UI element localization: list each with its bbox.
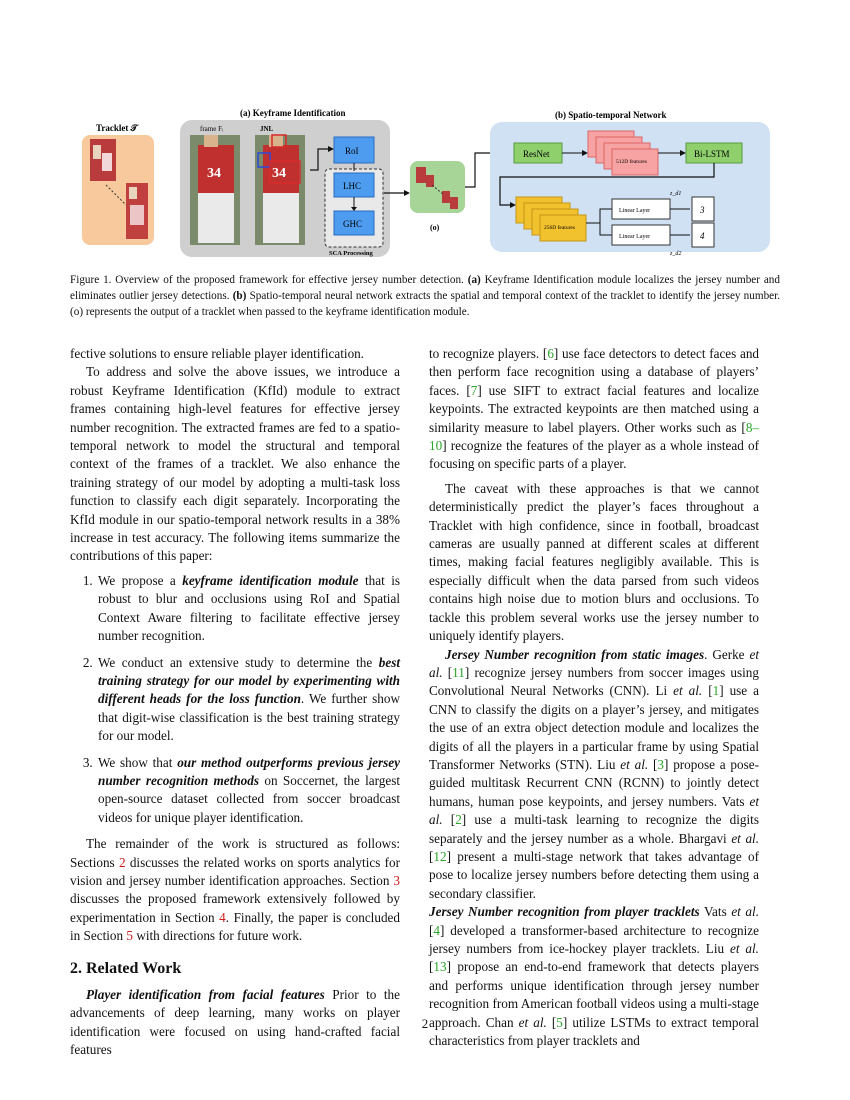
- citation-link[interactable]: 5: [556, 1014, 563, 1030]
- sca-label: SCA Processing: [329, 250, 373, 257]
- features-256-label: 256D features: [544, 225, 576, 231]
- paragraph: Player identification from facial features Prior to the advancements of deep learning, many works on player identification were focused on using hand-crafted facial features: [70, 987, 400, 1058]
- section-link[interactable]: 4: [219, 909, 226, 925]
- panel-a-title: (a) Keyframe Identification: [240, 108, 346, 118]
- z1-label: z_d1: [670, 191, 682, 197]
- contributions-list: [70, 572, 400, 827]
- features-512-label: 512D features: [616, 159, 648, 165]
- figure-caption: Figure 1. Overview of the proposed framework for effective jersey number detection. (a) Keyframe Identification module localizes the jersey number and eliminates outlier jersey detections. (b) Spatio-temporal neural network extracts the spatial and temporal context of the tracklet to identify the jersey number. (o) represents the output of a tracklet when passed to the keyframe identification module.: [70, 274, 781, 318]
- jnl-label: JNL: [260, 125, 274, 133]
- svg-text:Linear Layer: Linear Layer: [619, 234, 651, 240]
- svg-text:ResNet: ResNet: [523, 149, 550, 159]
- list-item: 1. We propose a keyframe identification module that is robust to blur and occlusions using RoI and Spatial Context Aware filtering to facilitate effective jersey number recognition.: [96, 572, 400, 646]
- citation-link[interactable]: 8–10: [429, 419, 759, 454]
- frame-label: frame Fᵢ: [200, 125, 224, 133]
- citation-link[interactable]: 7: [470, 382, 478, 398]
- svg-text:LHC: LHC: [343, 181, 361, 191]
- paragraph: fective solutions to ensure reliable player identification.: [70, 346, 365, 361]
- right-column: [429, 345, 759, 1050]
- jnl-jersey-number: 34: [272, 166, 286, 181]
- svg-text:RoI: RoI: [345, 146, 359, 156]
- section-heading: 2. Related Work: [70, 959, 182, 977]
- o-label: (o): [430, 223, 440, 232]
- citation-link[interactable]: 4: [433, 922, 440, 938]
- tracklet-label: Tracklet 𝒯: [96, 123, 138, 133]
- citation-link[interactable]: 13: [433, 959, 447, 975]
- citation-link[interactable]: 12: [433, 848, 447, 864]
- list-item: 3. We show that our method outperforms previous jersey number recognition methods on Soccernet, the largest open-source dataset collected from soccer broadcast videos for unique player identification.: [96, 754, 400, 828]
- citation-link[interactable]: 1: [712, 683, 720, 699]
- citation-link[interactable]: 11: [452, 664, 465, 680]
- section-link[interactable]: 2: [118, 854, 126, 870]
- section-link[interactable]: 5: [126, 928, 134, 944]
- paragraph: Jersey Number recognition from player tracklets Vats et al. [4] developed a transformer-based architecture to recognize jersey numbers from ice-hockey player tracklets. Liu et al. [13] propose an end-to-end framework that detects players and performs unique identification through jersey number recognition from American football videos using a multi-stage approach. Chan et al. [5] utilize LSTMs to extract temporal characteristics from player tracklets and: [429, 904, 759, 1049]
- section-link[interactable]: 3: [393, 872, 400, 888]
- citation-link[interactable]: 6: [547, 346, 554, 361]
- z2-label: z_d2: [670, 251, 682, 257]
- citation-link[interactable]: 2: [455, 812, 462, 828]
- svg-text:3: 3: [700, 205, 705, 215]
- svg-text:Linear Layer: Linear Layer: [619, 208, 651, 214]
- paragraph: The caveat with these approaches is that we cannot deterministically predict the player’s faces throughout a Tracklet with high confidence, since in football, broadcast cameras are usually panned at different scales at different times, making facial features negligibly available. This is especially difficult when the data parsed from such videos contains high noise due to motion blurs and occlusions. To tackle this problem several works use the jersey number to uniquely identify players.: [429, 480, 759, 644]
- citation-link[interactable]: 3: [657, 756, 664, 772]
- paragraph: Jersey Number recognition from static images. Gerke et al. [11] recognize jersey numbers from soccer images using Convolutional Neural Networks (CNN). Li et al. [1] use a CNN to classify the digits on a player’s jersey, and mitigates the use of an extra object detection module and localizes the digits of all the players in a particular frame by using Spatial Transformer Networks (STN). Liu et al. [3] propose a pose-guided multitask Recurrent CNN (RCNN) to jointly detect humans, human pose keypoints, and jersey numbers. Vats et al. [2] use a multi-task learning to recognize the digits separately and the jersey number as a whole. Bhargavi et al. [12] present a multi-stage network that takes advantage of pose to localize jersey numbers before detecting them using a secondary classifier.: [429, 646, 759, 901]
- paragraph: To address and solve the above issues, we introduce a robust Keyframe Identification (KfId) module to extract frames containing high-level features for effective jersey number recognition. The extracted frames are fed to a spatio-temporal network to model the structural and temporal context of the frames of a tracklet. We also enhance the training strategy of our model by adopting a multi-task loss function to classify each digit separately. Incorporating the KfId module in our spatio-temporal network results in a 38% increase in test accuracy. The following items summarize the contributions of this paper:: [70, 364, 400, 564]
- page-number: 2: [421, 1016, 429, 1031]
- frame-jersey-number: 34: [207, 166, 221, 181]
- left-column: [70, 345, 400, 1060]
- paragraph: The remainder of the work is structured as follows: Sections 2 discusses the related works on sports analytics for vision and jersey number identification approaches. Section 3 discusses the proposed framework extensively followed by experimentation in Section 4. Finally, the paper is concluded in Section 5 with directions for future work.: [70, 836, 400, 944]
- list-item: 2. We conduct an extensive study to determine the best training strategy for our model by experimenting with different heads for the loss function. We further show that digit-wise classification is the best training strategy for our model.: [96, 654, 400, 746]
- paragraph: to recognize players. [6] use face detectors to detect faces and then perform face recognition using a database of players’ faces. [7] use SIFT to extract facial features and localize keypoints. The extracted keypoints are then matched using a similarity measure to label players. Other works such as [8–10] recognize the features of the player as a whole instead of focusing on specific parts of a player.: [429, 346, 760, 472]
- svg-text:Bi-LSTM: Bi-LSTM: [694, 149, 730, 159]
- svg-text:4: 4: [700, 231, 705, 241]
- panel-b-title: (b) Spatio-temporal Network: [555, 110, 667, 120]
- overview-figure: [70, 105, 780, 265]
- svg-text:GHC: GHC: [343, 219, 363, 229]
